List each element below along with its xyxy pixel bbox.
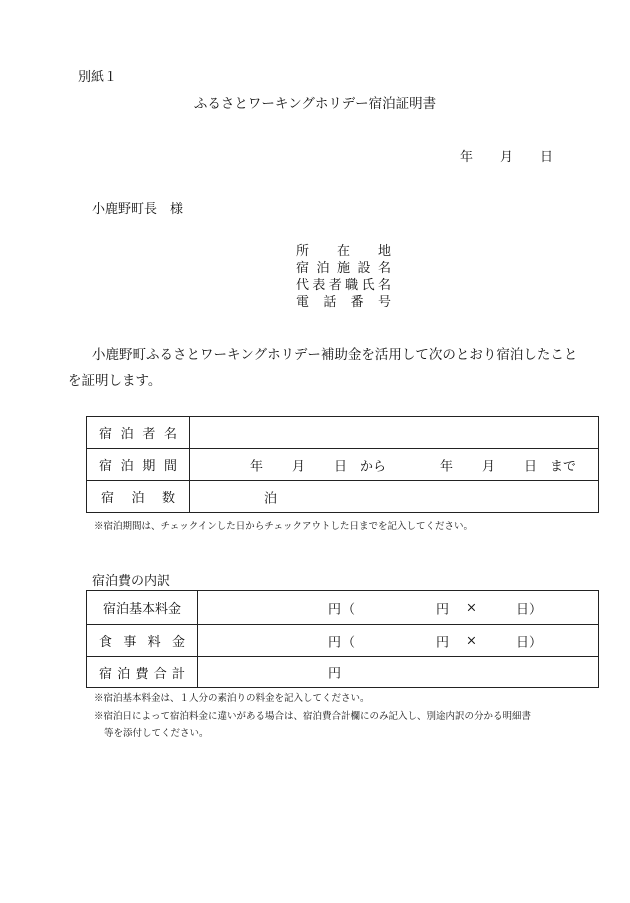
base-fee-label: 宿泊基本料金 — [87, 591, 198, 625]
stay-table — [86, 416, 599, 513]
date-month: 月 — [500, 150, 514, 165]
document-title: ふるさとワーキングホリデー宿泊証明書 — [193, 96, 437, 112]
table-row — [87, 417, 599, 449]
cost-table — [86, 590, 599, 688]
base-fee-field[interactable]: 円 （ 円 × 日） — [198, 591, 599, 625]
date-year: 年 — [460, 150, 474, 165]
table-row — [87, 449, 599, 481]
meal-fee-label: 食 事 料 金 — [87, 625, 198, 657]
nights-label: 宿 泊 数 — [87, 481, 190, 513]
guest-name-field[interactable] — [190, 417, 599, 449]
rate-variance-note-continued: 等を添付してください。 — [104, 728, 209, 739]
date-day: 日 — [540, 150, 554, 165]
issuer-facility-name-label: 宿 泊 施 設 名 — [296, 261, 391, 276]
nights-field[interactable]: 泊 — [190, 481, 599, 513]
issuer-address-label: 所 在 地 — [296, 244, 391, 259]
table-row — [87, 625, 599, 657]
total-fee-field[interactable]: 円 — [198, 657, 599, 688]
total-fee-label: 宿 泊 費 合 計 — [87, 657, 198, 688]
attachment-label: 別紙１ — [78, 70, 118, 85]
issuer-block — [296, 243, 391, 311]
issuer-representative-label: 代 表 者 職 氏 名 — [296, 278, 391, 293]
breakdown-title: 宿泊費の内訳 — [92, 574, 171, 589]
guest-name-label: 宿 泊 者 名 — [87, 417, 190, 449]
meal-fee-field[interactable]: 円 （ 円 × 日） — [198, 625, 599, 657]
table-row — [87, 657, 599, 688]
rate-variance-note: ※宿泊日によって宿泊料金に違いがある場合は、宿泊費合計欄にのみ記入し、別途内訳の分かる明細書 — [94, 711, 532, 722]
period-note: ※宿泊期間は、チェックインした日からチェックアウトした日までを記入してください。 — [94, 521, 473, 532]
stay-period-label: 宿 泊 期 間 — [87, 449, 190, 481]
base-fee-note: ※宿泊基本料金は、１人分の素泊りの料金を記入してください。 — [94, 693, 370, 704]
table-row — [87, 481, 599, 513]
issuer-phone-label: 電 話 番 号 — [296, 295, 391, 310]
stay-period-field[interactable]: 年 月 日 から 年 月 日 まで — [190, 449, 599, 481]
certification-text: 小鹿野町ふるさとワーキングホリデー補助金を活用して次のとおり宿泊したことを証明します。 — [68, 347, 578, 389]
table-row — [87, 591, 599, 625]
addressee: 小鹿野町長 様 — [92, 202, 184, 217]
